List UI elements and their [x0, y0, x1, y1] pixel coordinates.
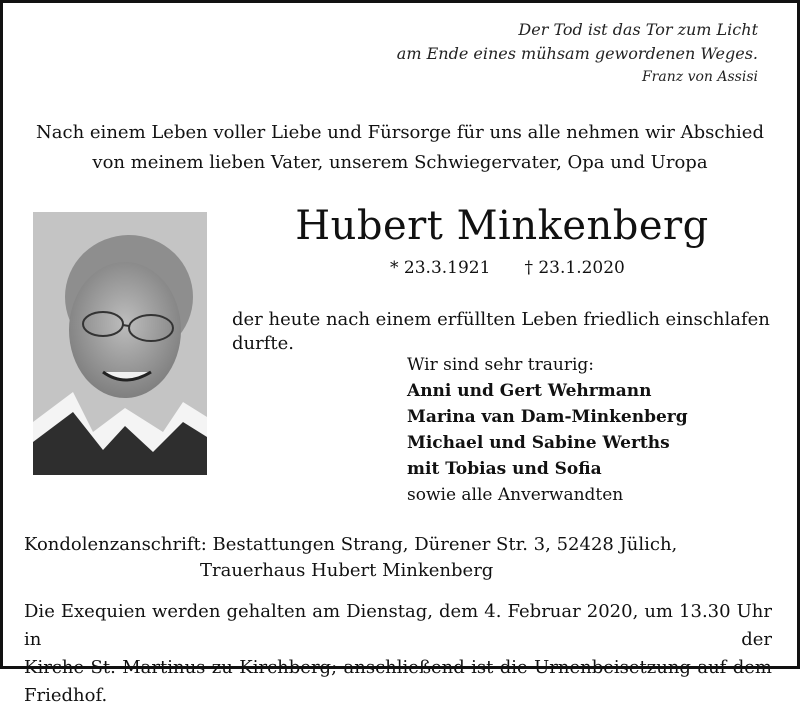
epigraph-line-2: am Ende eines mühsam gewordenen Weges. — [396, 44, 758, 63]
epigraph — [397, 18, 758, 88]
intro-line-1: Nach einem Leben voller Liebe und Fürsorge für uns alle nehmen wir Abschied — [36, 122, 764, 143]
life-dates — [390, 256, 625, 280]
mourners-intro: Wir sind sehr traurig: — [407, 355, 595, 375]
condolence-address — [24, 532, 677, 584]
mourner-name: Marina van Dam-Minkenberg — [407, 407, 688, 427]
mourners-block — [407, 352, 688, 508]
portrait-illustration — [33, 212, 207, 475]
mourner-name: Michael und Sabine Werths — [407, 433, 670, 453]
mourners-closing: sowie alle Anverwandten — [407, 485, 624, 505]
service-line-1: Die Exequien werden gehalten am Dienstag, dem 4. Februar 2020, um 13.30 Uhr in der — [24, 601, 772, 650]
death-date: † 23.1.2020 — [524, 258, 625, 278]
portrait-photo — [33, 212, 207, 475]
intro-line-2: von meinem lieben Vater, unserem Schwiegervater, Opa und Uropa — [92, 152, 708, 173]
epigraph-line-1: Der Tod ist das Tor zum Licht — [518, 20, 758, 39]
intro-text — [0, 118, 800, 178]
epigraph-author: Franz von Assisi — [641, 69, 758, 85]
condolence-line-2: Trauerhaus Hubert Minkenberg — [200, 560, 494, 581]
condolence-line-1: Kondolenzanschrift: Bestattungen Strang, Dürener Str. 3, 52428 Jülich, — [24, 534, 678, 555]
mourner-name: Anni und Gert Wehrmann — [407, 381, 652, 401]
birth-date: * 23.3.1921 — [390, 258, 491, 278]
mourner-name: mit Tobias und Sofia — [407, 459, 602, 479]
deceased-name: Hubert Minkenberg — [295, 203, 709, 249]
service-info — [24, 598, 772, 710]
service-line-2: Kirche St. Martinus zu Kirchberg; anschließend ist die Urnenbeisetzung auf dem Friedhof. — [24, 657, 772, 706]
deceased-description: der heute nach einem erfüllten Leben friedlich einschlafen durfte. — [232, 309, 770, 354]
